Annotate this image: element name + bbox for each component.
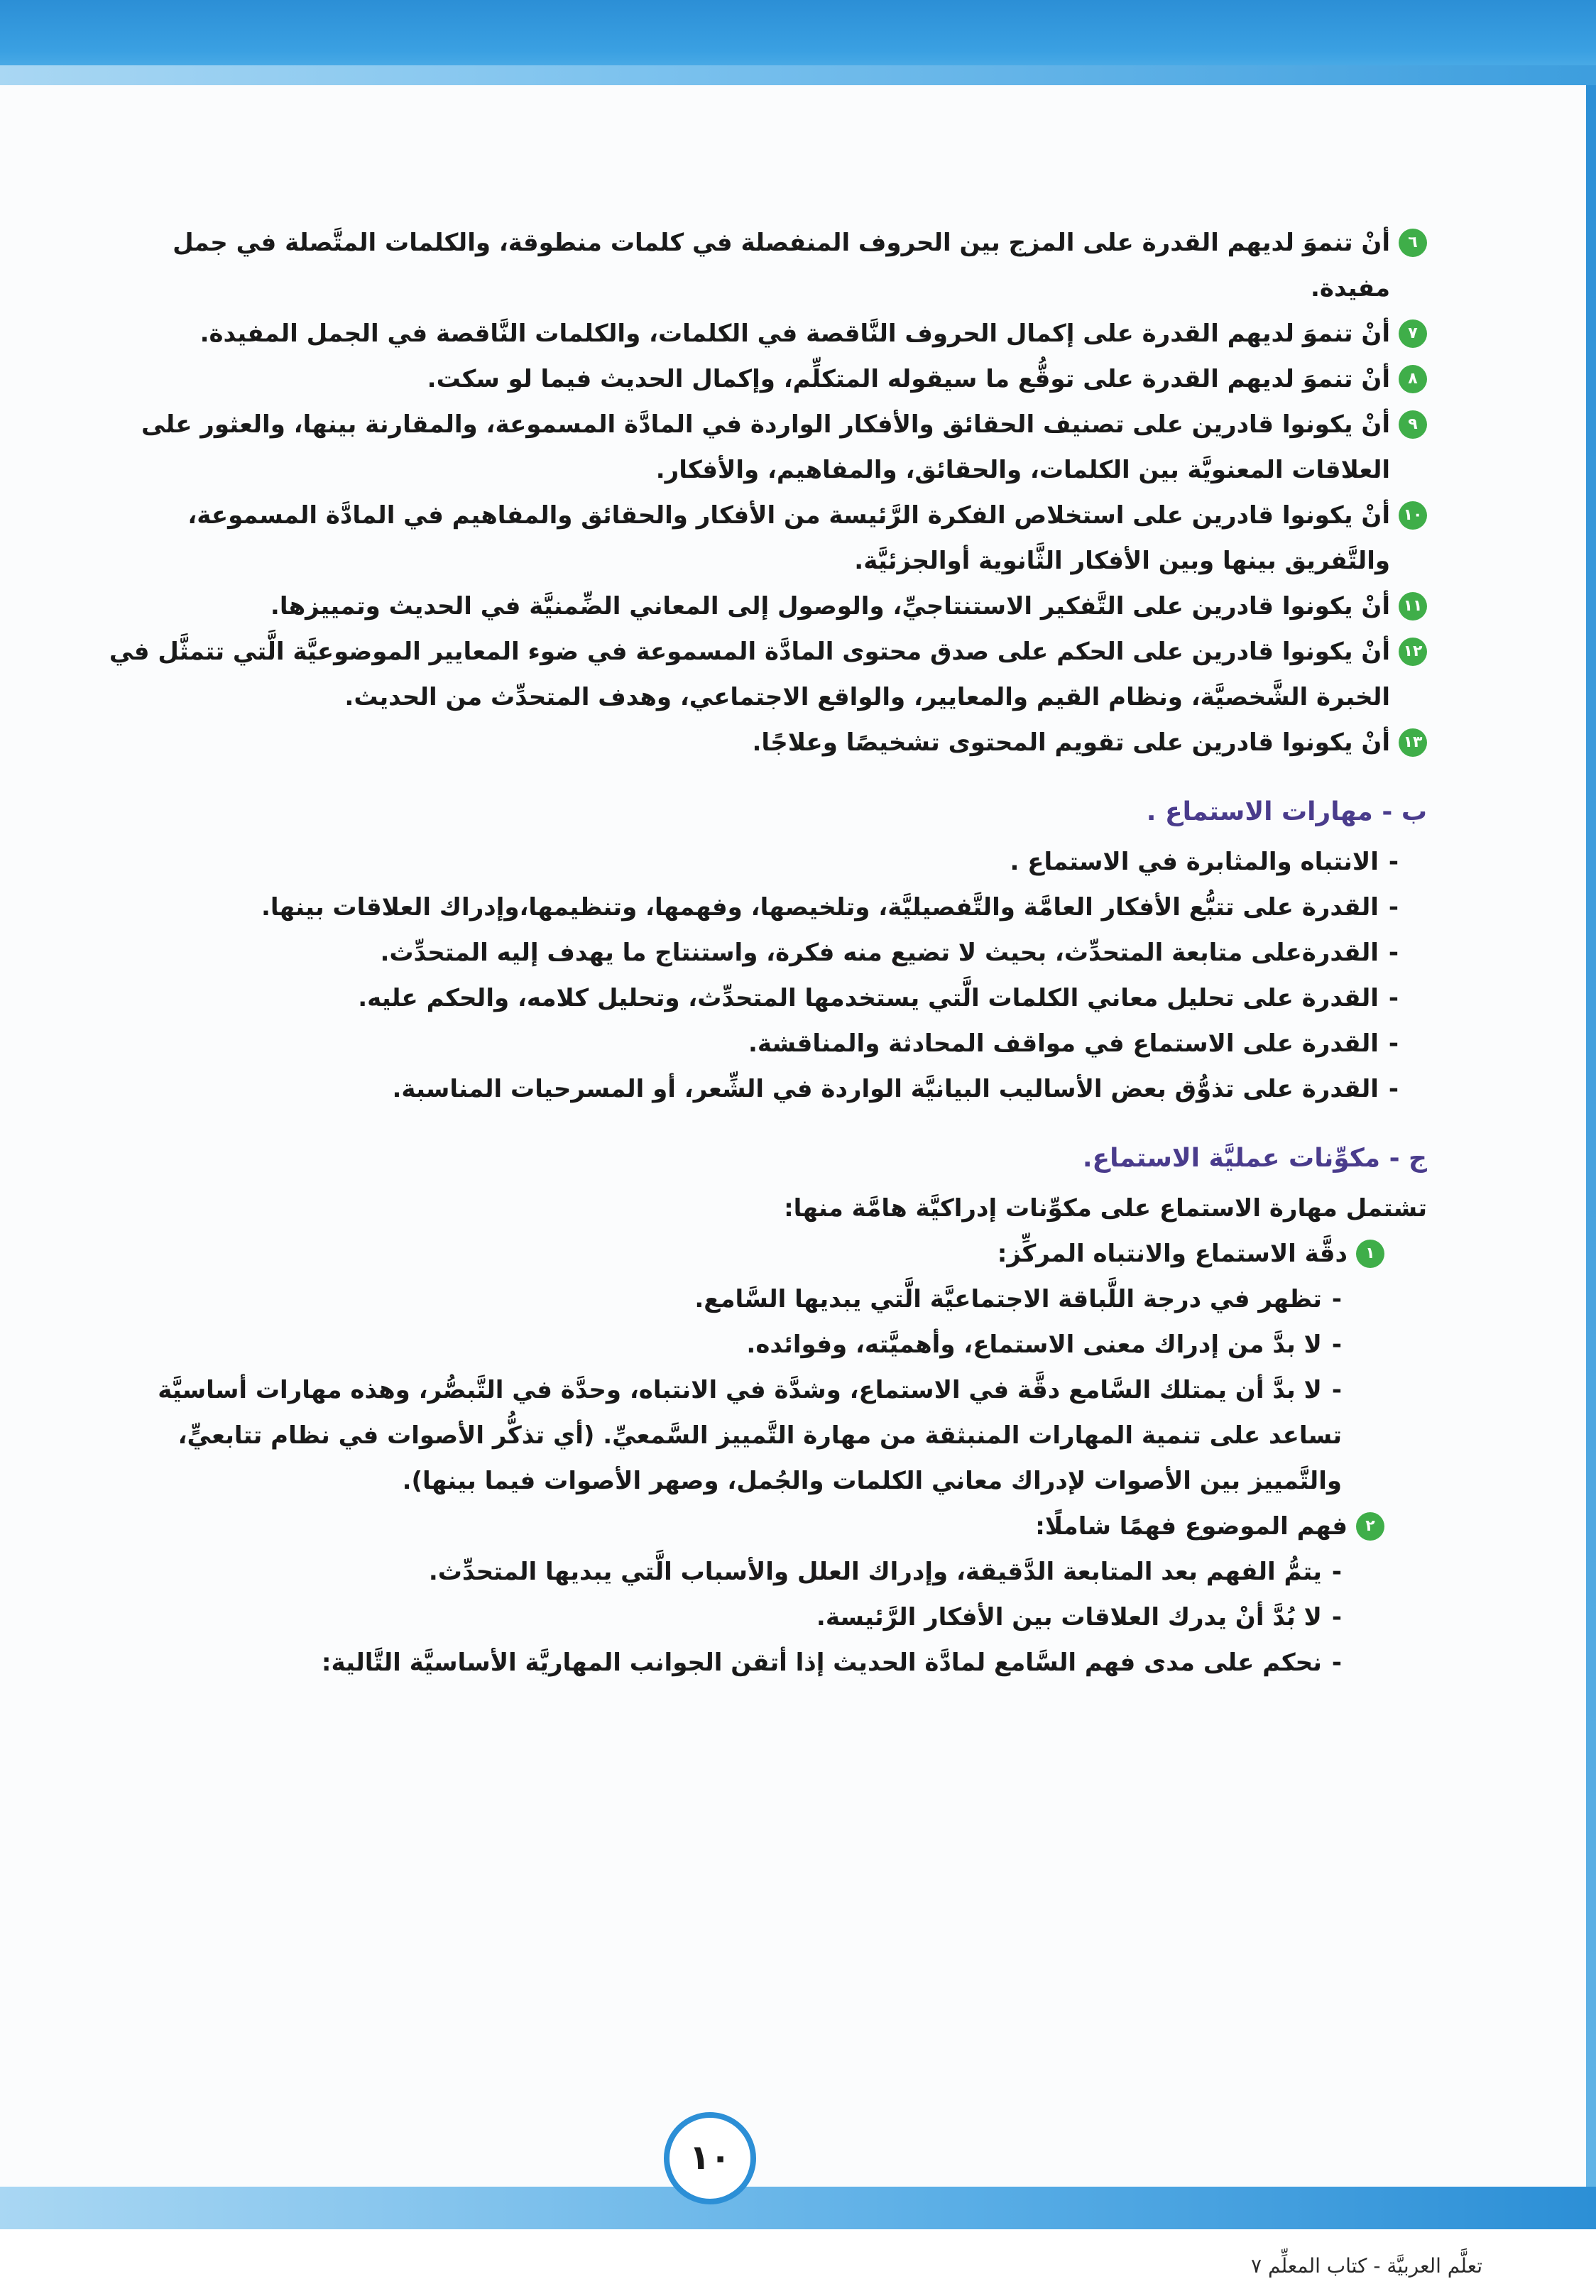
- objective-text: أنْ تنموَ لديهم القدرة على توقُّع ما سيقوله المتكلِّم، وإكمال الحديث فيما لو سكت.: [427, 365, 1390, 393]
- list-item: -القدرةعلى متابعة المتحدِّث، بحيث لا تضيع منه فكرة، واستنتاج ما يهدف إليه المتحدِّث.: [380, 939, 1399, 967]
- objective-item: [85, 311, 1427, 356]
- section-heading-listening-skills: ب - مهارات الاستماع .: [1146, 797, 1427, 826]
- list-item: -القدرة على الاستماع في مواقف المحادثة والمناقشة.: [748, 1029, 1399, 1058]
- objective-text: أنْ يكونوا قادرين على استخلاص الفكرة الرَّئيسة من الأفكار والحقائق والمفاهيم في المادَّة المسموعة، والتَّفريق بينها وبين الأفكار الثَّانوية أوالجزئيَّة.: [187, 501, 1390, 575]
- list-item: -الانتباه والمثابرة في الاستماع .: [1010, 848, 1399, 876]
- objective-text: أنْ يكونوا قادرين على التَّفكير الاستنتاجيِّ، والوصول إلى المعاني الضِّمنيَّة في الحديث وتمييزها.: [270, 592, 1390, 621]
- top-decorative-band: [0, 0, 1596, 85]
- number-badge: ٧: [1399, 319, 1427, 348]
- component-item: [85, 1504, 1427, 1549]
- objective-text: أنْ يكونوا قادرين على تقويم المحتوى تشخيصًا وعلاجًا.: [752, 728, 1390, 757]
- number-badge: ١٢: [1399, 638, 1427, 666]
- list-item: -لا بدَّ أن يمتلك السَّامع دقَّة في الاستماع، وشدَّة في الانتباه، وحدَّة في التَّبصُّر، وهذه مهارات أساسيَّة تساعد على تنمية المهارات المنبثقة من مهارة التَّمييز السَّمعيِّ. (أي تذكُّر الأصوات في نظام تتابعيٍّ، والتَّمييز بين الأصوات لإدراك معاني الكلمات والجُمل، وصهر الأصوات فيما بينها).: [158, 1376, 1342, 1495]
- footer-book-title: تعلَّم العربيَّة - كتاب المعلِّم ٧: [1251, 2254, 1482, 2278]
- list-item: -القدرة على تتبُّع الأفكار العامَّة والتَّفصيليَّة، وتلخيصها، وفهمها، وتنظيمها،وإدراك العلاقات بينها.: [261, 893, 1399, 922]
- objective-text: أنْ تنموَ لديهم القدرة على المزج بين الحروف المنفصلة في كلمات منطوقة، والكلمات المتَّصلة في جمل مفيدة.: [173, 229, 1390, 302]
- number-badge: ٨: [1399, 365, 1427, 393]
- section-heading-listening-components: ج - مكوِّنات عمليَّة الاستماع.: [1082, 1144, 1427, 1173]
- objectives-list: [85, 220, 1427, 765]
- objective-item: [85, 584, 1427, 629]
- component-title: فهم الموضوع فهمًا شاملًا:: [1035, 1512, 1348, 1541]
- number-badge: ٢: [1356, 1512, 1384, 1541]
- bottom-decorative-band: [0, 2187, 1596, 2296]
- component-title: دقَّة الاستماع والانتباه المركِّز:: [997, 1240, 1348, 1268]
- objective-text: أنْ تنموَ لديهم القدرة على إكمال الحروف النَّاقصة في الكلمات، والكلمات النَّاقصة في الجمل المفيدة.: [200, 319, 1390, 348]
- objective-text: أنْ يكونوا قادرين على تصنيف الحقائق والأفكار الواردة في المادَّة المسموعة، والمقارنة بينها، والعثور على العلاقات المعنويَّة بين الكلمات، والحقائق، والمفاهيم، والأفكار.: [141, 410, 1390, 484]
- list-item: -تظهر في درجة اللَّباقة الاجتماعيَّة الَّتي يبديها السَّامع.: [694, 1285, 1342, 1313]
- number-badge: ١١: [1399, 592, 1427, 621]
- number-badge: ٩: [1399, 410, 1427, 439]
- number-badge: ١٣: [1399, 728, 1427, 757]
- component-item: [85, 1231, 1427, 1277]
- number-badge: ٦: [1399, 229, 1427, 257]
- list-item: -لا بُدَّ أنْ يدرك العلاقات بين الأفكار الرَّئيسة.: [816, 1603, 1342, 1631]
- objective-item: [85, 720, 1427, 765]
- listening-skills-list: [85, 839, 1427, 1112]
- right-decorative-strip: [1586, 85, 1596, 2215]
- list-item: -نحكم على مدى فهم السَّامع لمادَّة الحديث إذا أتقن الجوانب المهاريَّة الأساسيَّة التَّالية:: [321, 1649, 1342, 1677]
- objective-item: [85, 629, 1427, 720]
- objective-item: [85, 402, 1427, 493]
- page-content: [85, 220, 1427, 1685]
- objective-item: [85, 220, 1427, 311]
- list-item: -القدرة على تحليل معاني الكلمات الَّتي يستخدمها المتحدِّث، وتحليل كلامه، والحكم عليه.: [358, 984, 1399, 1012]
- objective-item: [85, 356, 1427, 402]
- list-item: -يتمُّ الفهم بعد المتابعة الدَّقيقة، وإدراك العلل والأسباب الَّتي يبديها المتحدِّث.: [428, 1558, 1342, 1586]
- list-item: -لا بدَّ من إدراك معنى الاستماع، وأهميَّته، وفوائده.: [746, 1330, 1342, 1359]
- list-item: -القدرة على تذوُّق بعض الأساليب البيانيَّة الواردة في الشِّعر، أو المسرحيات المناسبة.: [392, 1075, 1399, 1103]
- number-badge: ١: [1356, 1240, 1384, 1268]
- section-intro: تشتمل مهارة الاستماع على مكوِّنات إدراكيَّة هامَّة منها:: [784, 1194, 1427, 1223]
- objective-text: أنْ يكونوا قادرين على الحكم على صدق محتوى المادَّة المسموعة في ضوء المعايير الموضوعيَّة الَّتي تتمثَّل في الخبرة الشَّخصيَّة، ونظام القيم والمعايير، والواقع الاجتماعي، وهدف المتحدِّث من الحديث.: [109, 638, 1390, 711]
- number-badge: ١٠: [1399, 501, 1427, 530]
- objective-item: [85, 493, 1427, 584]
- page-number: ١٠: [664, 2112, 756, 2204]
